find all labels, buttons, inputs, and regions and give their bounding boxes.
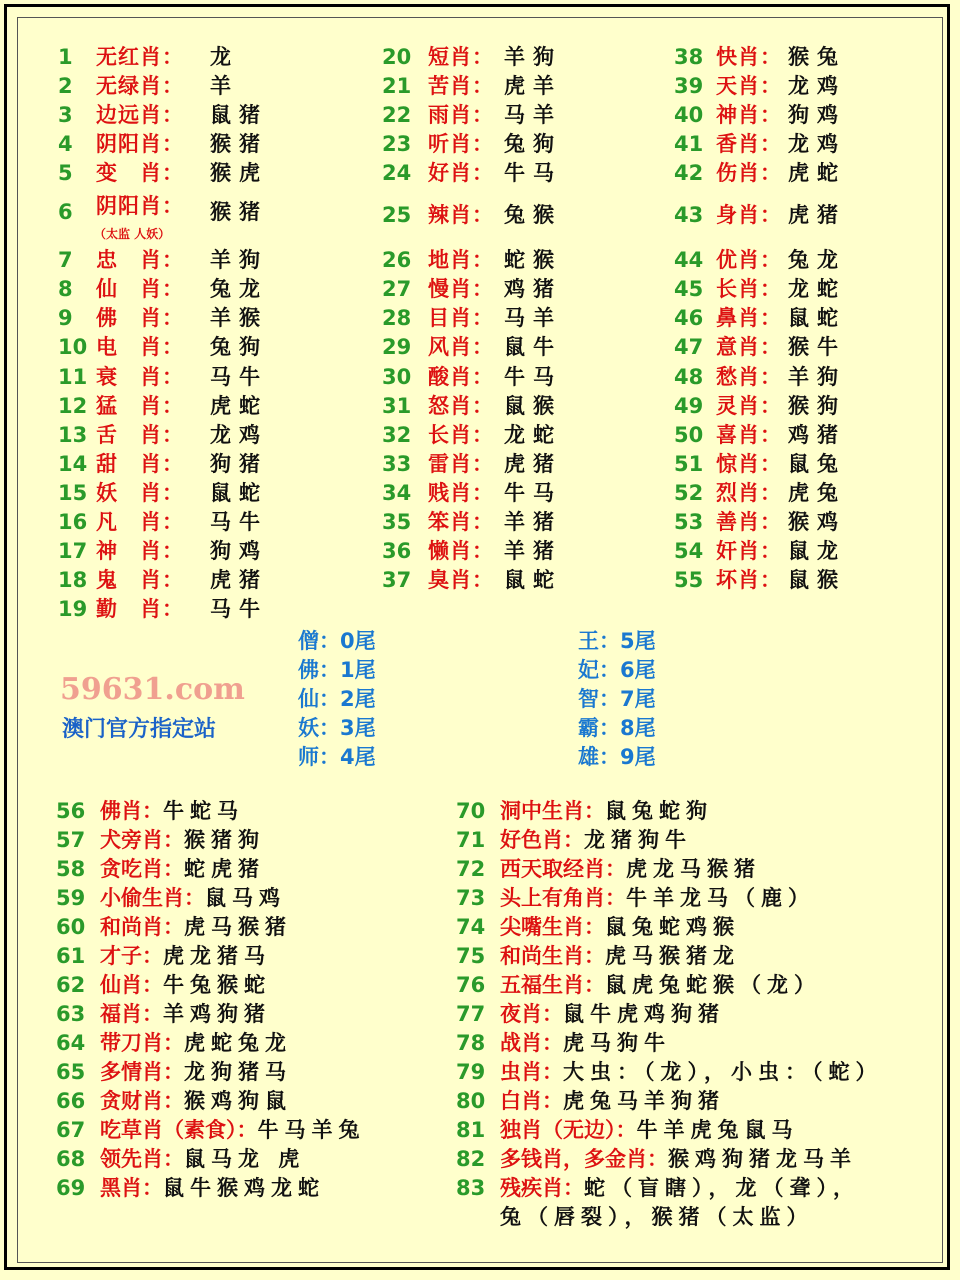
entry-value: 鼠蛇 <box>210 481 268 505</box>
entry-value: 虎兔马羊狗猪 <box>563 1089 725 1113</box>
entry-number: 3 <box>58 103 73 127</box>
entry-number: 61 <box>56 944 86 968</box>
entry-number: 38 <box>674 45 704 69</box>
entry-text <box>500 1175 860 1201</box>
entry-value: 虎马猴猪 <box>184 915 292 939</box>
entry-number: 6 <box>58 200 73 224</box>
entry-value: 鼠兔蛇鸡猴 <box>605 915 740 939</box>
entry-number: 57 <box>56 828 86 852</box>
entry-number: 69 <box>56 1176 86 1200</box>
entry-number: 25 <box>382 203 412 227</box>
entry-name: 甜 肖： <box>96 452 184 476</box>
entry-value-cont: 兔（唇裂），猴猪（太监） <box>500 1205 814 1229</box>
entry-name: 和尚肖： <box>100 915 184 939</box>
entry-number: 58 <box>56 857 86 881</box>
entry-number: 12 <box>58 394 88 418</box>
entry-value: 牛马羊兔 <box>257 1118 366 1142</box>
entry-text <box>100 885 286 911</box>
entry-number: 23 <box>382 132 412 156</box>
entry-name: 和尚生肖： <box>500 944 605 968</box>
entry-name: 风肖： <box>428 335 494 359</box>
entry-value: 虎羊 <box>504 74 562 98</box>
entry-name: 虫肖： <box>500 1060 563 1084</box>
entry-number: 66 <box>56 1089 86 1113</box>
entry-name: 奸肖： <box>716 539 782 563</box>
entry-name: 好肖： <box>428 161 494 185</box>
entry-number: 55 <box>674 568 704 592</box>
entry-name: 仙肖： <box>100 973 163 997</box>
entry-number: 5 <box>58 161 73 185</box>
tail-entry: 霸：8尾 <box>578 716 656 740</box>
entry-name: 白肖： <box>500 1089 563 1113</box>
entry-note: （太监 人妖） <box>94 227 171 241</box>
entry-number: 4 <box>58 132 73 156</box>
entry-number: 27 <box>382 277 412 301</box>
entry-name: 贱肖： <box>428 481 494 505</box>
entry-number: 13 <box>58 423 88 447</box>
entry-value: 羊猪 <box>504 510 562 534</box>
entry-name: 猛 肖： <box>96 394 184 418</box>
entry-value: 鼠虎兔蛇猴（龙） <box>605 973 821 997</box>
entry-name: 天肖： <box>716 74 782 98</box>
entry-value: 龙蛇 <box>788 277 846 301</box>
entry-number: 1 <box>58 45 73 69</box>
entry-value: 马牛 <box>210 365 268 389</box>
entry-name: 边远肖： <box>96 103 184 127</box>
entry-name: 目肖： <box>428 306 494 330</box>
entry-text <box>500 827 692 853</box>
entry-text <box>100 943 271 969</box>
entry-value: 鼠猴 <box>504 394 562 418</box>
entry-number: 56 <box>56 799 86 823</box>
entry-text <box>100 1001 271 1027</box>
entry-value: 猴猪狗 <box>184 828 265 852</box>
entry-value: 蛇（盲瞎），龙（聋）， <box>584 1176 860 1200</box>
entry-number: 34 <box>382 481 412 505</box>
entry-value: 龙鸡 <box>788 132 846 156</box>
entry-name: 阴阳肖： <box>96 132 184 156</box>
entry-number: 18 <box>58 568 88 592</box>
entry-text <box>500 1030 671 1056</box>
entry-value: 猴猪 <box>210 132 268 156</box>
entry-number: 19 <box>58 597 88 621</box>
entry-value: 马羊 <box>504 306 562 330</box>
entry-name: 小偷生肖： <box>100 886 205 910</box>
entry-text <box>500 972 821 998</box>
entry-number: 8 <box>58 277 73 301</box>
entry-text <box>500 943 740 969</box>
entry-name: 鬼 肖： <box>96 568 184 592</box>
entry-number: 39 <box>674 74 704 98</box>
entry-name: 妖 肖： <box>96 481 184 505</box>
entry-number: 77 <box>456 1002 486 1026</box>
entry-name: 贪吃肖： <box>100 857 184 881</box>
entry-value: 牛马 <box>504 161 562 185</box>
entry-name: 身肖： <box>716 203 782 227</box>
entry-name: 坏肖： <box>716 568 782 592</box>
entry-name: 臭肖： <box>428 568 494 592</box>
entry-value: 鼠马鸡 <box>205 886 286 910</box>
entry-value: 牛马 <box>504 481 562 505</box>
entry-name: 香肖： <box>716 132 782 156</box>
entry-name: 残疾肖： <box>500 1176 584 1200</box>
entry-value: 虎蛇 <box>210 394 268 418</box>
tail-entry: 雄：9尾 <box>578 745 656 769</box>
entry-number: 67 <box>56 1118 86 1142</box>
entry-name: 优肖： <box>716 248 782 272</box>
entry-number: 41 <box>674 132 704 156</box>
entry-name: 无红肖： <box>96 45 184 69</box>
entry-value: 虎龙马猴猪 <box>626 857 761 881</box>
entry-value: 猴鸡狗鼠 <box>184 1089 292 1113</box>
entry-number: 32 <box>382 423 412 447</box>
entry-number: 51 <box>674 452 704 476</box>
entry-number: 49 <box>674 394 704 418</box>
tail-entry: 智：7尾 <box>578 687 656 711</box>
entry-name: 无绿肖： <box>96 74 184 98</box>
entry-number: 40 <box>674 103 704 127</box>
entry-number: 29 <box>382 335 412 359</box>
entry-text <box>500 885 815 911</box>
entry-number: 76 <box>456 973 486 997</box>
entry-number: 14 <box>58 452 88 476</box>
entry-value: 龙蛇 <box>504 423 562 447</box>
entry-text <box>100 798 244 824</box>
entry-number: 11 <box>58 365 88 389</box>
entry-text <box>100 1117 366 1143</box>
entry-name: 懒肖： <box>428 539 494 563</box>
entry-number: 83 <box>456 1176 486 1200</box>
entry-name: 凡 肖： <box>96 510 184 534</box>
tail-entry: 师：4尾 <box>298 745 376 769</box>
entry-name: 才子： <box>100 944 163 968</box>
entry-number: 79 <box>456 1060 486 1084</box>
entry-value: 虎马狗牛 <box>563 1031 671 1055</box>
entry-name: 喜肖： <box>716 423 782 447</box>
entry-name: 灵肖： <box>716 394 782 418</box>
entry-value: 蛇虎猪 <box>184 857 265 881</box>
entry-number: 22 <box>382 103 412 127</box>
entry-name: 多钱肖，多金肖： <box>500 1147 668 1171</box>
entry-number: 47 <box>674 335 704 359</box>
entry-name: 吃草肖（素食）： <box>100 1118 258 1142</box>
entry-number: 24 <box>382 161 412 185</box>
entry-value: 马牛 <box>210 597 268 621</box>
entry-value: 鼠蛇 <box>504 568 562 592</box>
entry-text <box>100 856 265 882</box>
entry-text <box>500 1146 857 1172</box>
entry-value: 羊狗 <box>788 365 846 389</box>
entry-name: 黑肖： <box>100 1176 163 1200</box>
entry-number: 30 <box>382 365 412 389</box>
entry-value: 鼠兔 <box>788 452 846 476</box>
entry-number: 63 <box>56 1002 86 1026</box>
entry-name: 怒肖： <box>428 394 494 418</box>
entry-number: 44 <box>674 248 704 272</box>
entry-number: 81 <box>456 1118 486 1142</box>
entry-text <box>500 798 713 824</box>
entry-value: 羊狗 <box>504 45 562 69</box>
entry-number: 33 <box>382 452 412 476</box>
entry-number: 16 <box>58 510 88 534</box>
tail-entry: 僧：0尾 <box>298 629 376 653</box>
entry-number: 36 <box>382 539 412 563</box>
entry-value: 兔狗 <box>504 132 562 156</box>
entry-name: 辣肖： <box>428 203 494 227</box>
entry-number: 48 <box>674 365 704 389</box>
entry-name: 带刀肖： <box>100 1031 184 1055</box>
entry-value: 龙猪狗牛 <box>584 828 692 852</box>
entry-name: 慢肖： <box>428 277 494 301</box>
entry-name: 仙 肖： <box>96 277 184 301</box>
entry-value: 猴兔 <box>788 45 846 69</box>
entry-value: 兔猴 <box>504 203 562 227</box>
entry-number: 15 <box>58 481 88 505</box>
entry-text <box>100 914 292 940</box>
entry-value: 虎兔 <box>788 481 846 505</box>
entry-name: 快肖： <box>716 45 782 69</box>
entry-name: 长肖： <box>428 423 494 447</box>
entry-value: 牛羊龙马（鹿） <box>626 886 815 910</box>
entry-number: 75 <box>456 944 486 968</box>
entry-number: 68 <box>56 1147 86 1171</box>
entry-text <box>500 1059 883 1085</box>
entry-value: 狗猪 <box>210 452 268 476</box>
entry-value: 兔龙 <box>788 248 846 272</box>
entry-value: 虎蛇 <box>788 161 846 185</box>
entry-number: 52 <box>674 481 704 505</box>
entry-value: 羊 <box>210 74 239 98</box>
entry-name: 夜肖： <box>500 1002 563 1026</box>
entry-number: 80 <box>456 1089 486 1113</box>
tail-entry: 仙：2尾 <box>298 687 376 711</box>
entry-value: 鼠牛 <box>504 335 562 359</box>
entry-text <box>100 1175 325 1201</box>
entry-value: 鼠牛猴鸡龙蛇 <box>163 1176 325 1200</box>
entry-number: 65 <box>56 1060 86 1084</box>
entry-number: 26 <box>382 248 412 272</box>
entry-name: 善肖： <box>716 510 782 534</box>
entry-name: 勤 肖： <box>96 597 184 621</box>
entry-name: 西天取经肖： <box>500 857 626 881</box>
entry-number: 37 <box>382 568 412 592</box>
entry-name: 伤肖： <box>716 161 782 185</box>
entry-name: 笨肖： <box>428 510 494 534</box>
entry-number: 50 <box>674 423 704 447</box>
entry-name: 听肖： <box>428 132 494 156</box>
entry-name: 长肖： <box>716 277 782 301</box>
entry-number: 60 <box>56 915 86 939</box>
entry-value: 蛇猴 <box>504 248 562 272</box>
entry-text <box>500 1001 725 1027</box>
entry-number: 42 <box>674 161 704 185</box>
entry-value: 虎猪 <box>210 568 268 592</box>
entry-value: 羊猪 <box>504 539 562 563</box>
entry-name: 好色肖： <box>500 828 584 852</box>
entry-name: 意肖： <box>716 335 782 359</box>
entry-value: 猴猪 <box>210 200 268 224</box>
entry-number: 20 <box>382 45 412 69</box>
entry-number: 35 <box>382 510 412 534</box>
entry-name: 洞中生肖： <box>500 799 605 823</box>
entry-text <box>500 914 740 940</box>
entry-number: 7 <box>58 248 73 272</box>
entry-number: 82 <box>456 1147 486 1171</box>
entry-value: 羊狗 <box>210 248 268 272</box>
entry-text <box>500 1117 799 1143</box>
entry-number: 17 <box>58 539 88 563</box>
entry-value: 狗鸡 <box>788 103 846 127</box>
watermark-domain: 59631.com <box>60 672 245 707</box>
entry-value: 龙狗猪马 <box>184 1060 292 1084</box>
entry-number: 53 <box>674 510 704 534</box>
entry-name: 独肖（无边）： <box>500 1118 637 1142</box>
entry-value: 狗鸡 <box>210 539 268 563</box>
entry-number: 78 <box>456 1031 486 1055</box>
entry-text <box>100 972 271 998</box>
entry-name: 犬旁肖： <box>100 828 184 852</box>
entry-name: 神 肖： <box>96 539 184 563</box>
entry-value: 鼠猴 <box>788 568 846 592</box>
entry-value: 马牛 <box>210 510 268 534</box>
entry-text <box>500 856 761 882</box>
entry-value: 羊鸡狗猪 <box>163 1002 271 1026</box>
entry-value: 猴鸡 <box>788 510 846 534</box>
entry-value: 大虫：（龙），小虫：（蛇） <box>563 1060 883 1084</box>
entry-name: 鼻肖： <box>716 306 782 330</box>
entry-value: 猴鸡狗猪龙马羊 <box>668 1147 857 1171</box>
entry-name: 舌 肖： <box>96 423 184 447</box>
entry-value: 牛兔猴蛇 <box>163 973 271 997</box>
entry-number: 9 <box>58 306 73 330</box>
entry-number: 73 <box>456 886 486 910</box>
entry-value: 龙鸡 <box>788 74 846 98</box>
entry-name: 神肖： <box>716 103 782 127</box>
entry-value: 牛羊虎兔鼠马 <box>636 1118 799 1142</box>
entry-number: 45 <box>674 277 704 301</box>
entry-name: 雨肖： <box>428 103 494 127</box>
tail-entry: 妃：6尾 <box>578 658 656 682</box>
entry-value: 虎猪 <box>504 452 562 476</box>
entry-value: 兔狗 <box>210 335 268 359</box>
tail-entry: 妖：3尾 <box>298 716 376 740</box>
entry-value: 鸡猪 <box>504 277 562 301</box>
entry-value: 牛蛇马 <box>163 799 244 823</box>
entry-value: 龙鸡 <box>210 423 268 447</box>
entry-number: 46 <box>674 306 704 330</box>
entry-value: 羊猴 <box>210 306 268 330</box>
entry-name: 领先肖： <box>100 1147 184 1171</box>
entry-name: 苦肖： <box>428 74 494 98</box>
entry-number: 59 <box>56 886 86 910</box>
entry-value: 虎蛇兔龙 <box>184 1031 292 1055</box>
entry-value: 虎猪 <box>788 203 846 227</box>
entry-value: 鼠牛虎鸡狗猪 <box>563 1002 725 1026</box>
entry-value: 猴牛 <box>788 335 846 359</box>
entry-name: 雷肖： <box>428 452 494 476</box>
entry-number: 62 <box>56 973 86 997</box>
entry-name: 战肖： <box>500 1031 563 1055</box>
entry-value: 鼠龙 <box>788 539 846 563</box>
entry-name: 贪财肖： <box>100 1089 184 1113</box>
entry-value: 猴狗 <box>788 394 846 418</box>
watermark-slogan: 澳门官方指定站 <box>62 716 217 742</box>
entry-name: 头上有角肖： <box>500 886 626 910</box>
entry-number: 2 <box>58 74 73 98</box>
entry-text <box>100 1059 292 1085</box>
entry-name: 酸肖： <box>428 365 494 389</box>
entry-name: 电 肖： <box>96 335 184 359</box>
entry-name: 衰 肖： <box>96 365 184 389</box>
entry-number: 71 <box>456 828 486 852</box>
entry-number: 21 <box>382 74 412 98</box>
entry-value: 马羊 <box>504 103 562 127</box>
entry-number: 28 <box>382 306 412 330</box>
entry-value: 鼠马龙 虎 <box>184 1147 306 1171</box>
tail-entry: 佛：1尾 <box>298 658 376 682</box>
entry-value: 鼠蛇 <box>788 306 846 330</box>
entry-name: 多情肖： <box>100 1060 184 1084</box>
entry-number: 31 <box>382 394 412 418</box>
entry-value: 虎马猴猪龙 <box>605 944 740 968</box>
entry-number: 54 <box>674 539 704 563</box>
entry-name: 烈肖： <box>716 481 782 505</box>
entry-value: 鼠猪 <box>210 103 268 127</box>
entry-number: 74 <box>456 915 486 939</box>
entry-number: 70 <box>456 799 486 823</box>
entry-name: 五福生肖： <box>500 973 605 997</box>
entry-name: 地肖： <box>428 248 494 272</box>
entry-value: 龙 <box>210 45 239 69</box>
entry-name: 忠 肖： <box>96 248 184 272</box>
entry-text <box>100 827 265 853</box>
entry-name: 惊肖： <box>716 452 782 476</box>
entry-number: 64 <box>56 1031 86 1055</box>
entry-name: 佛 肖： <box>96 306 184 330</box>
entry-number: 72 <box>456 857 486 881</box>
entry-value: 鸡猪 <box>788 423 846 447</box>
entry-value: 虎龙猪马 <box>163 944 271 968</box>
tail-entry: 王：5尾 <box>578 629 656 653</box>
entry-name: 福肖： <box>100 1002 163 1026</box>
entry-text <box>500 1088 725 1114</box>
entry-name: 愁肖： <box>716 365 782 389</box>
entry-value: 鼠兔蛇狗 <box>605 799 713 823</box>
entry-text <box>100 1030 292 1056</box>
entry-text <box>100 1146 305 1172</box>
entry-value: 猴虎 <box>210 161 268 185</box>
entry-name: 阴阳肖： <box>96 194 184 218</box>
entry-value: 兔龙 <box>210 277 268 301</box>
entry-name: 变 肖： <box>96 161 184 185</box>
entry-name: 佛肖： <box>100 799 163 823</box>
entry-number: 43 <box>674 203 704 227</box>
entry-number: 10 <box>58 335 88 359</box>
entry-name: 尖嘴生肖： <box>500 915 605 939</box>
entry-text <box>100 1088 292 1114</box>
entry-name: 短肖： <box>428 45 494 69</box>
entry-value: 牛马 <box>504 365 562 389</box>
